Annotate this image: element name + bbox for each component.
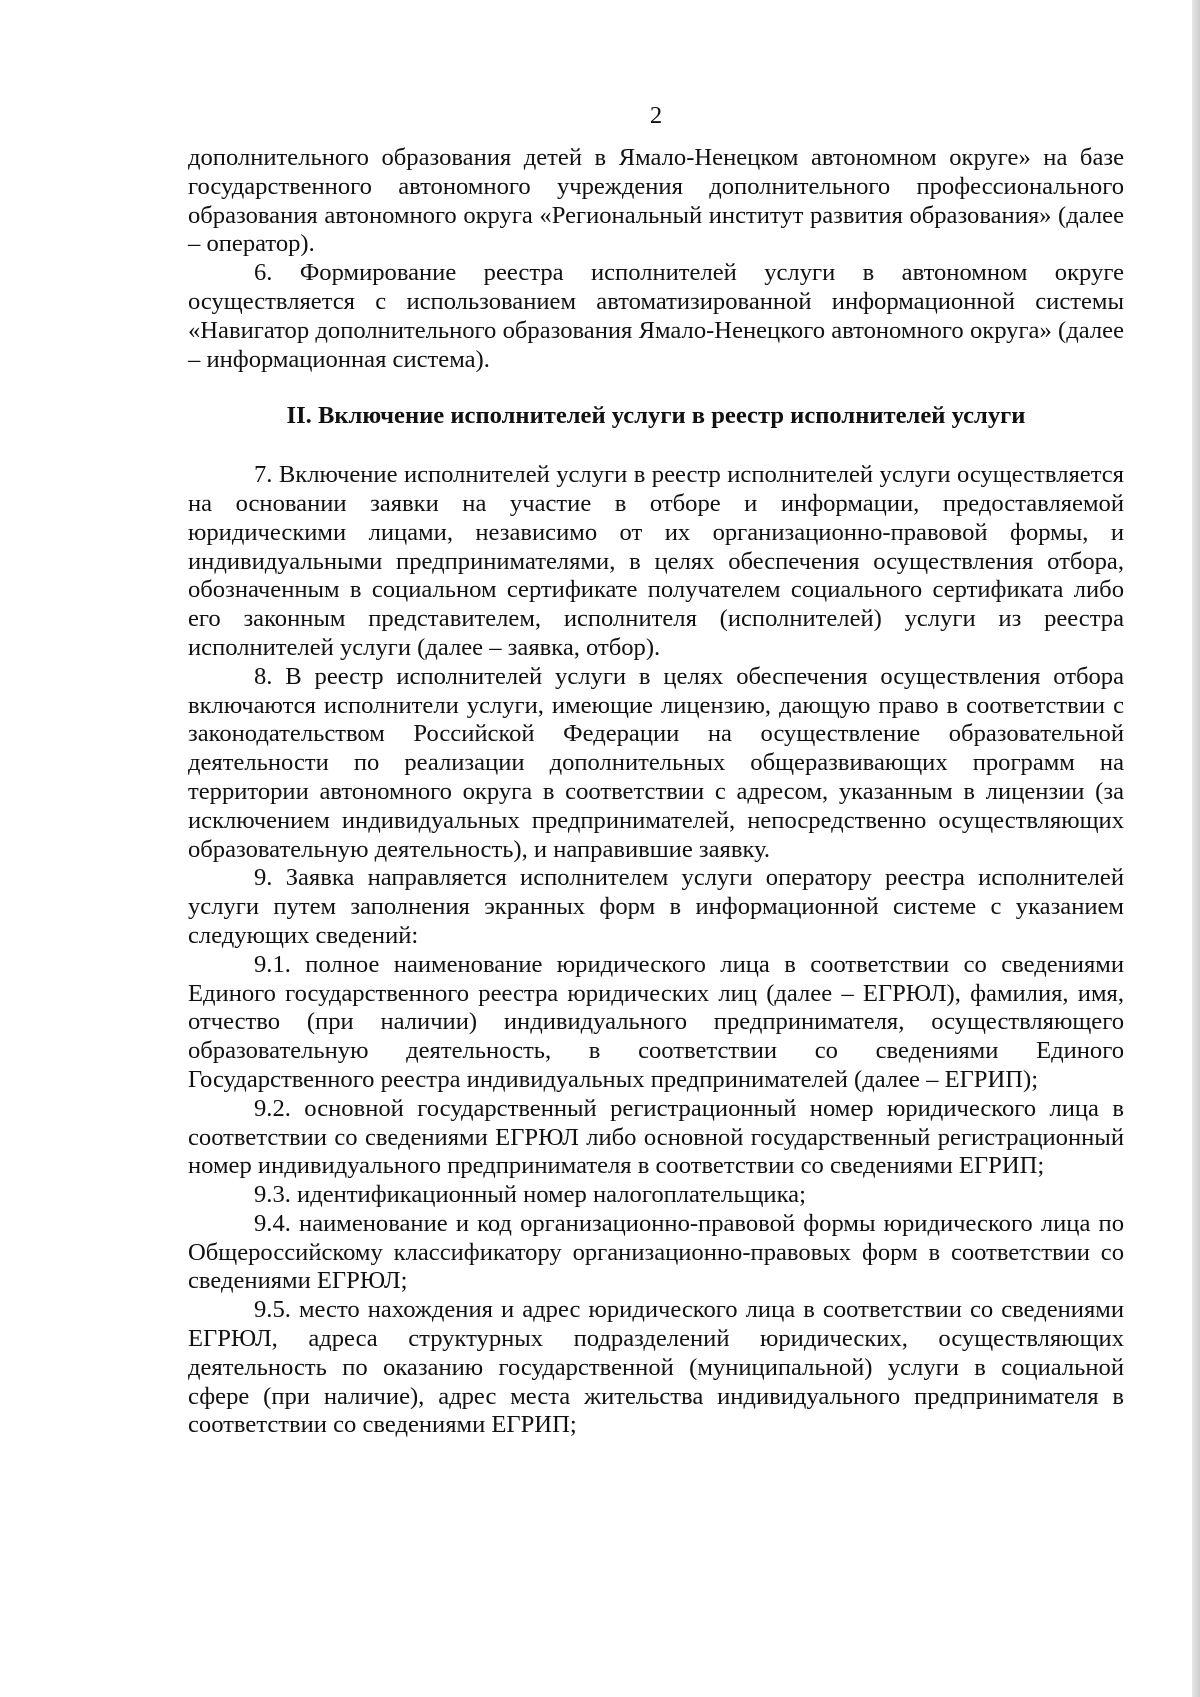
paragraph-9-5: 9.5. место нахождения и адрес юридического лица в соответствии со сведениями ЕГРЮЛ, адреса структурных подразделений юридических, осуществляющих деятельность по оказанию государственной (муниципальной) услуги в социальной сфере (при наличие), адрес места жительства индивидуального предпринимателя в соответствии со сведениями ЕГРИП; <box>188 1296 1124 1439</box>
paragraph-8: 8. В реестр исполнителей услуги в целях обеспечения осуществления отбора включаются исполнители услуги, имеющие лицензию, дающую право в соответствии с законодательством Российской Федерации на осуществление образовательной деятельности по реализации дополнительных общеразвивающих программ на территории автономного округа в соответствии с адресом, указанным в лицензии (за исключением индивидуальных предпринимателей, непосредственно осуществляющих образовательную деятельность), и направившие заявку. <box>188 662 1124 863</box>
paragraph-6: 6. Формирование реестра исполнителей услуги в автономном округе осуществляется с использованием автоматизированной информационной системы «Навигатор дополнительного образования Ямало-Ненецкого автономного округа» (далее – информационная система). <box>188 259 1124 373</box>
paragraph-9-4: 9.4. наименование и код организационно-правовой формы юридического лица по Общероссийскому классификатору организационно-правовых форм в соответствии со сведениями ЕГРЮЛ; <box>188 1209 1124 1295</box>
page-edge-shadow <box>1192 0 1200 1697</box>
paragraph-continuation: дополнительного образования детей в Ямало-Ненецком автономном округе» на базе государственного автономного учреждения дополнительного профессионального образования автономного округа «Региональный институт развития образования» (далее – оператор). <box>188 144 1124 258</box>
paragraph-7: 7. Включение исполнителей услуги в реестр исполнителей услуги осуществляется на основании заявки на участие в отборе и информации, предоставляемой юридическими лицами, независимо от их организационно-правовой формы, и индивидуальными предпринимателями, в целях обеспечения осуществления отбора, обозначенным в социальном сертификате получателем социального сертификата либо его законным представителем, исполнителя (исполнителей) услуги из реестра исполнителей услуги (далее – заявка, отбор). <box>188 461 1124 661</box>
document-body <box>188 144 1124 1440</box>
section-heading: II. Включение исполнителей услуги в реестр исполнителей услуги <box>286 402 1026 430</box>
paragraph-9: 9. Заявка направляется исполнителем услуги оператору реестра исполнителей услуги путем заполнения экранных форм в информационной системе с указанием следующих сведений: <box>188 864 1124 949</box>
paragraph-9-3: 9.3. идентификационный номер налогоплательщика; <box>254 1181 806 1209</box>
page-number: 2 <box>649 102 663 129</box>
paragraph-9-1: 9.1. полное наименование юридического лица в соответствии со сведениями Единого государственного реестра юридических лиц (далее – ЕГРЮЛ), фамилия, имя, отчество (при наличии) индивидуального предпринимателя, осуществляющего образовательную деятельность, в соответствии со сведениями Единого Государственного реестра индивидуальных предпринимателей (далее – ЕГРИП); <box>188 950 1124 1093</box>
paragraph-9-2: 9.2. основной государственный регистрационный номер юридического лица в соответствии со сведениями ЕГРЮЛ либо основной государственный регистрационный номер индивидуального предпринимателя в соответствии со сведениями ЕГРИП; <box>188 1094 1124 1180</box>
